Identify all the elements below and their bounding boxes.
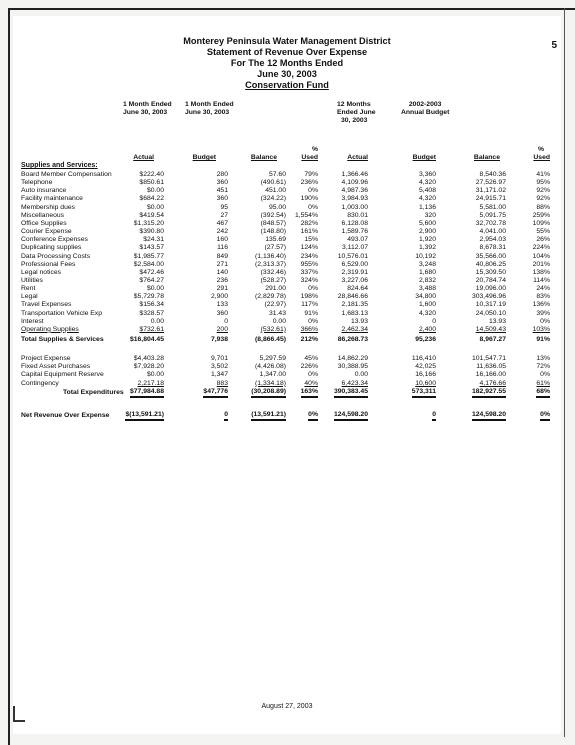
budget-cell: 3,502	[210, 363, 228, 371]
report-org: Monterey Peninsula Water Management District	[183, 36, 391, 46]
budget-cell: 451	[216, 187, 228, 195]
actual-cell: $77,984.88	[130, 388, 164, 398]
document-page	[13, 16, 561, 734]
row-label: Fixed Asset Purchases	[21, 363, 91, 371]
budget-cell: 360	[216, 309, 228, 317]
ytd-balance-cell: 4,041.00	[479, 228, 506, 236]
col-group-annual: 2002-2003 Annual Budget	[401, 101, 450, 116]
row-label: Rent	[21, 285, 36, 293]
ytd-used-cell: 224%	[532, 244, 550, 252]
used-cell: 324%	[300, 276, 318, 284]
budget-cell: 271	[216, 260, 228, 268]
used-cell: 212%	[300, 336, 318, 343]
ytd-used-cell: 26%	[536, 236, 550, 244]
ytd-used-cell: 61%	[536, 379, 550, 387]
report-header	[13, 36, 561, 91]
budget-cell: 9,701	[210, 355, 228, 362]
balance-cell: 95.00	[268, 203, 286, 211]
ytd-used-cell: 55%	[536, 228, 550, 236]
used-cell: 161%	[300, 228, 318, 236]
annual-budget-cell: 1,136	[418, 203, 436, 211]
budget-cell: 7,938	[210, 336, 228, 343]
row-label: Board Member Compensation	[21, 171, 112, 178]
ytd-used-cell: 91%	[536, 336, 550, 343]
budget-cell: 280	[216, 171, 228, 178]
ytd-used-cell: 83%	[536, 293, 550, 301]
used-cell: 124%	[300, 244, 318, 252]
row-label: Total Supplies & Services	[21, 336, 104, 343]
balance-cell: (1,334.18)	[255, 379, 286, 387]
ytd-balance-cell: 10,317.19	[475, 301, 506, 309]
ytd-balance-cell: 16,166.00	[475, 371, 506, 379]
balance-cell: (4,426.08)	[255, 363, 286, 371]
ytd-actual-cell: 6,423.34	[341, 379, 368, 387]
budget-cell: $47,776	[203, 388, 228, 398]
annual-budget-cell: 3,488	[418, 285, 436, 293]
balance-cell: 5,297.59	[259, 355, 286, 362]
annual-budget-cell: 5,408	[418, 187, 436, 195]
ytd-actual-cell: 10,576.01	[337, 252, 368, 260]
budget-cell: 140	[216, 268, 228, 276]
annual-budget-cell: 16,166	[415, 371, 436, 379]
scan-edge-left	[8, 8, 10, 745]
row-label: Professional Fees	[21, 260, 76, 268]
row-label: Facility maintenance	[21, 195, 83, 203]
ytd-balance-cell: 124,598.20	[472, 411, 506, 421]
report-title: Statement of Revenue Over Expense	[206, 47, 368, 57]
used-cell: 15%	[304, 236, 318, 244]
ytd-actual-cell: 2,181.35	[341, 301, 368, 309]
balance-cell: (148.80)	[260, 228, 286, 236]
ytd-used-cell: 201%	[532, 260, 550, 268]
ytd-used-cell: 0%	[540, 317, 550, 325]
ytd-actual-cell: 28,846.66	[337, 293, 368, 301]
ytd-actual-cell: 830.01	[347, 211, 368, 219]
used-cell: 366%	[300, 325, 318, 333]
budget-cell: 291	[216, 285, 228, 293]
used-cell: 0%	[308, 285, 318, 293]
ytd-used-cell: 13%	[536, 355, 550, 362]
ytd-actual-cell: 824.64	[347, 285, 368, 293]
row-label: Auto insurance	[21, 187, 67, 195]
annual-budget-cell: 320	[424, 211, 436, 219]
ytd-used-cell: 92%	[536, 187, 550, 195]
used-cell: 117%	[301, 301, 318, 309]
ytd-used-cell: 0%	[540, 371, 550, 379]
balance-cell: 291.00	[265, 285, 286, 293]
row-label: Data Processing Costs	[21, 252, 91, 260]
budget-cell: 1,347	[210, 371, 228, 379]
report-period: For The 12 Months Ended	[230, 58, 344, 68]
row-label: Net Revenue Over Expense	[21, 412, 110, 419]
budget-cell: 27	[220, 211, 228, 219]
row-label: Courier Expense	[21, 228, 72, 236]
annual-budget-cell: 573,311	[412, 388, 436, 398]
corner-mark	[13, 706, 25, 722]
ytd-actual-cell: 124,598.20	[334, 411, 368, 421]
budget-cell: 242	[216, 228, 228, 236]
actual-cell: $328.57	[139, 309, 164, 317]
ytd-actual-cell: 30,388.95	[337, 363, 368, 371]
ytd-used-cell: 95%	[536, 179, 550, 187]
ytd-balance-cell: 40,806.25	[475, 260, 506, 268]
balance-cell: 1,347.00	[259, 371, 286, 379]
annual-budget-cell: 2,832	[418, 276, 436, 284]
annual-budget-cell: 3,248	[418, 260, 436, 268]
budget-cell: 133	[216, 301, 228, 309]
budget-cell: 467	[216, 219, 228, 227]
row-label: Membership dues	[21, 203, 76, 211]
annual-budget-cell: 2,400	[418, 325, 436, 333]
row-label: Interest	[21, 317, 44, 325]
budget-cell: 0	[224, 317, 228, 325]
ytd-actual-cell: 14,862.29	[337, 355, 368, 362]
used-cell: 40%	[304, 379, 318, 387]
ytd-balance-cell: 24,915.71	[475, 195, 506, 203]
annual-budget-cell: 1,680	[418, 268, 436, 276]
ytd-balance-cell: 4,176.66	[479, 379, 506, 387]
balance-cell: (532.61)	[260, 325, 286, 333]
budget-cell: 360	[216, 179, 228, 187]
pct-header-row: % %	[311, 146, 544, 153]
ytd-actual-cell: 3,112.07	[342, 244, 368, 252]
col-group-month-actual: 1 Month Ended June 30, 2003	[123, 101, 172, 116]
ytd-used-cell: 259%	[532, 211, 550, 219]
balance-cell: (2,829.78)	[255, 293, 286, 301]
ytd-balance-cell: 27,526.97	[475, 179, 506, 187]
annual-budget-cell: 4,320	[418, 195, 436, 203]
ytd-used-cell: 104%	[532, 252, 550, 260]
used-cell: 91%	[304, 309, 318, 317]
section-supplies-heading: Supplies and Services:	[21, 162, 98, 169]
balance-cell: (848.57)	[260, 219, 286, 227]
balance-cell: 0.00	[272, 317, 286, 325]
annual-budget-cell: 4,320	[418, 309, 436, 317]
annual-budget-cell: 3,360	[418, 171, 436, 178]
row-label: Total Expenditures	[63, 389, 124, 396]
ytd-actual-cell: 4,987.36	[341, 187, 368, 195]
used-cell: 79%	[304, 171, 318, 178]
annual-budget-cell: 0	[432, 411, 436, 421]
balance-cell: (27.57)	[264, 244, 286, 252]
actual-cell: $1,315.20	[133, 219, 164, 227]
balance-cell: (324.22)	[260, 195, 286, 203]
row-label: Conference Expenses	[21, 236, 88, 244]
ytd-used-cell: 109%	[532, 219, 550, 227]
row-label: Travel Expenses	[21, 301, 72, 309]
balance-cell: (392.54)	[260, 211, 286, 219]
ytd-balance-cell: 8,540.36	[479, 171, 506, 178]
ytd-used-cell: 39%	[536, 309, 550, 317]
annual-budget-cell: 10,600	[415, 379, 436, 387]
ytd-balance-cell: 8,678.31	[479, 244, 506, 252]
used-cell: 163%	[301, 388, 318, 398]
ytd-balance-cell: 32,702.78	[475, 219, 506, 227]
ytd-actual-cell: 6,529.00	[341, 260, 368, 268]
actual-cell: $(13,591.21)	[125, 411, 164, 421]
actual-cell: $0.00	[146, 187, 164, 195]
ytd-actual-cell: 13.93	[350, 317, 368, 325]
ytd-actual-cell: 1,683.13	[341, 309, 368, 317]
actual-cell: 0.00	[150, 317, 164, 325]
col-group-month-budget: 1 Month Ended June 30, 2003	[185, 101, 234, 116]
actual-cell: $16,804.45	[129, 336, 164, 343]
annual-budget-cell: 0	[432, 317, 436, 325]
used-cell: 337%	[300, 268, 318, 276]
balance-cell: (2,313.37)	[255, 260, 286, 268]
ytd-actual-cell: 493.07	[347, 236, 368, 244]
total-expenditures	[13, 388, 561, 397]
actual-cell: $0.00	[146, 371, 164, 379]
used-cell: 0%	[308, 317, 318, 325]
budget-cell: 883	[216, 379, 228, 387]
ytd-used-cell: 114%	[533, 276, 550, 284]
actual-cell: $684.22	[139, 195, 164, 203]
annual-budget-cell: 95,236	[415, 336, 436, 343]
row-label: Capital Equipment Reserve	[21, 371, 104, 379]
actual-cell: $0.00	[146, 203, 164, 211]
budget-cell: 236	[216, 276, 228, 284]
ytd-balance-cell: 13.93	[488, 317, 506, 325]
total-supplies	[13, 335, 561, 344]
actual-cell: $156.34	[139, 301, 164, 309]
ytd-balance-cell: 24,050.10	[475, 309, 506, 317]
ytd-used-cell: 41%	[536, 171, 550, 178]
used-cell: 0%	[308, 371, 318, 379]
balance-cell: 451.00	[265, 187, 286, 195]
ytd-actual-cell: 1,003.00	[341, 203, 368, 211]
row-label: Operating Supplies	[21, 325, 79, 333]
ytd-balance-cell: 5,091.75	[479, 211, 506, 219]
scan-edge-top	[8, 8, 575, 10]
used-cell: 226%	[300, 363, 318, 371]
used-cell: 45%	[304, 355, 318, 362]
balance-cell: (528.27)	[260, 276, 286, 284]
column-header-row: Actual Budget Balance Used Actual Budget Balance Used	[133, 154, 550, 161]
ytd-used-cell: 72%	[536, 363, 550, 371]
used-cell: 1,554%	[294, 211, 318, 219]
row-label: Contingency	[21, 379, 59, 387]
annual-budget-cell: 2,900	[418, 228, 436, 236]
balance-cell: (490.61)	[260, 179, 286, 187]
annual-budget-cell: 116,410	[411, 355, 436, 362]
table-row	[13, 379, 561, 388]
ytd-used-cell: 88%	[536, 203, 550, 211]
ytd-used-cell: 24%	[536, 285, 550, 293]
row-label: Telephone	[21, 179, 53, 187]
ytd-actual-cell: 2,462.34	[341, 325, 368, 333]
ytd-actual-cell: 86,268.73	[337, 336, 368, 343]
annual-budget-cell: 1,600	[418, 301, 436, 309]
budget-cell: 360	[216, 195, 228, 203]
budget-cell: 849	[216, 252, 228, 260]
actual-cell: $732.61	[139, 325, 164, 333]
used-cell: 282%	[300, 219, 318, 227]
ytd-used-cell: 92%	[536, 195, 550, 203]
ytd-actual-cell: 2,319.91	[341, 268, 368, 276]
budget-cell: 200	[216, 325, 228, 333]
ytd-balance-cell: 2,954.03	[479, 236, 506, 244]
ytd-balance-cell: 303,496.96	[471, 293, 506, 301]
actual-cell: $2,584.00	[133, 260, 164, 268]
ytd-actual-cell: 3,227.06	[341, 276, 368, 284]
actual-cell: $472.46	[139, 268, 164, 276]
scan-edge-right	[564, 8, 565, 737]
ytd-actual-cell: 390,383.45	[334, 388, 368, 398]
annual-budget-cell: 34,800	[415, 293, 436, 301]
ytd-balance-cell: 19,096.00	[475, 285, 506, 293]
actual-cell: $5,729.78	[133, 293, 164, 301]
table-row	[13, 325, 561, 334]
row-label: Duplicating supplies	[21, 244, 82, 252]
annual-budget-cell: 4,320	[418, 179, 436, 187]
ytd-used-cell: 136%	[532, 301, 550, 309]
actual-cell: $850.61	[139, 179, 164, 187]
used-cell: 0%	[308, 187, 318, 195]
row-label: Transportation Vehicle Exp	[21, 309, 102, 317]
used-cell: 198%	[300, 293, 318, 301]
ytd-balance-cell: 35,566.00	[475, 252, 506, 260]
annual-budget-cell: 10,192	[415, 252, 436, 260]
actual-cell: $390.80	[139, 228, 164, 236]
annual-budget-cell: 1,392	[418, 244, 436, 252]
ytd-balance-cell: 20,784.74	[475, 276, 506, 284]
actual-cell: $4,403.28	[133, 355, 164, 362]
balance-cell: (22.97)	[264, 301, 286, 309]
balance-cell: (1,136.40)	[255, 252, 286, 260]
actual-cell: $0.00	[146, 285, 164, 293]
net-revenue	[13, 411, 561, 420]
budget-cell: 0	[224, 411, 228, 421]
row-label: Legal	[21, 293, 38, 301]
row-label: Office Supplies	[21, 219, 67, 227]
actual-cell: 2,217.18	[137, 379, 164, 387]
ytd-actual-cell: 0.00	[354, 371, 368, 379]
ytd-actual-cell: 1,589.76	[341, 228, 368, 236]
balance-cell: 57.60	[268, 171, 286, 178]
report-date: June 30, 2003	[257, 69, 317, 79]
ytd-balance-cell: 31,171.02	[475, 187, 506, 195]
ytd-used-cell: 138%	[532, 268, 550, 276]
used-cell: 955%	[300, 260, 318, 268]
balance-cell: (30,208.89)	[251, 388, 286, 398]
budget-cell: 95	[220, 203, 228, 211]
actual-cell: $764.27	[139, 276, 164, 284]
ytd-used-cell: 0%	[540, 411, 550, 421]
balance-cell: (332.46)	[260, 268, 286, 276]
ytd-balance-cell: 14,509.43	[475, 325, 506, 333]
row-label: Legal notices	[21, 268, 62, 276]
report-fund: Conservation Fund	[245, 80, 329, 90]
ytd-actual-cell: 3,984.93	[341, 195, 368, 203]
actual-cell: $222.40	[139, 171, 164, 178]
page-number: 5	[551, 40, 557, 51]
ytd-balance-cell: 182,927.55	[472, 388, 506, 398]
row-label: Project Expense	[21, 355, 71, 362]
used-cell: 234%	[300, 252, 318, 260]
ytd-balance-cell: 8,967.27	[479, 336, 506, 343]
used-cell: 0%	[308, 411, 318, 421]
balance-cell: (8,866.45)	[255, 336, 286, 343]
budget-cell: 116	[217, 244, 228, 252]
balance-cell: 31.43	[268, 309, 286, 317]
annual-budget-cell: 1,920	[418, 236, 436, 244]
annual-budget-cell: 5,600	[418, 219, 436, 227]
ytd-balance-cell: 101,547.71	[471, 355, 506, 362]
footer-date: August 27, 2003	[261, 703, 313, 710]
annual-budget-cell: 42,025	[415, 363, 436, 371]
actual-cell: $24.31	[143, 236, 164, 244]
col-group-12months: 12 Months Ended June 30, 2003	[337, 101, 376, 124]
actual-cell: $143.57	[139, 244, 164, 252]
used-cell: 236%	[300, 179, 318, 187]
row-label: Utilities	[21, 276, 43, 284]
balance-cell: 135.69	[265, 236, 286, 244]
actual-cell: $7,928.20	[133, 363, 164, 371]
ytd-actual-cell: 4,109.96	[341, 179, 368, 187]
ytd-used-cell: 103%	[532, 325, 550, 333]
ytd-balance-cell: 5,581.00	[479, 203, 506, 211]
ytd-used-cell: 68%	[536, 388, 550, 398]
ytd-actual-cell: 1,366.46	[341, 171, 368, 178]
ytd-balance-cell: 11,636.05	[476, 363, 506, 371]
budget-cell: 2,900	[210, 293, 228, 301]
actual-cell: $1,985.77	[133, 252, 164, 260]
row-label: Miscellaneous	[21, 211, 65, 219]
ytd-actual-cell: 6,128.08	[341, 219, 368, 227]
budget-cell: 160	[216, 236, 228, 244]
ytd-balance-cell: 15,309.50	[475, 268, 506, 276]
actual-cell: $419.54	[139, 211, 164, 219]
used-cell: 190%	[300, 195, 318, 203]
used-cell: 0%	[308, 203, 318, 211]
balance-cell: (13,591.21)	[251, 411, 286, 421]
